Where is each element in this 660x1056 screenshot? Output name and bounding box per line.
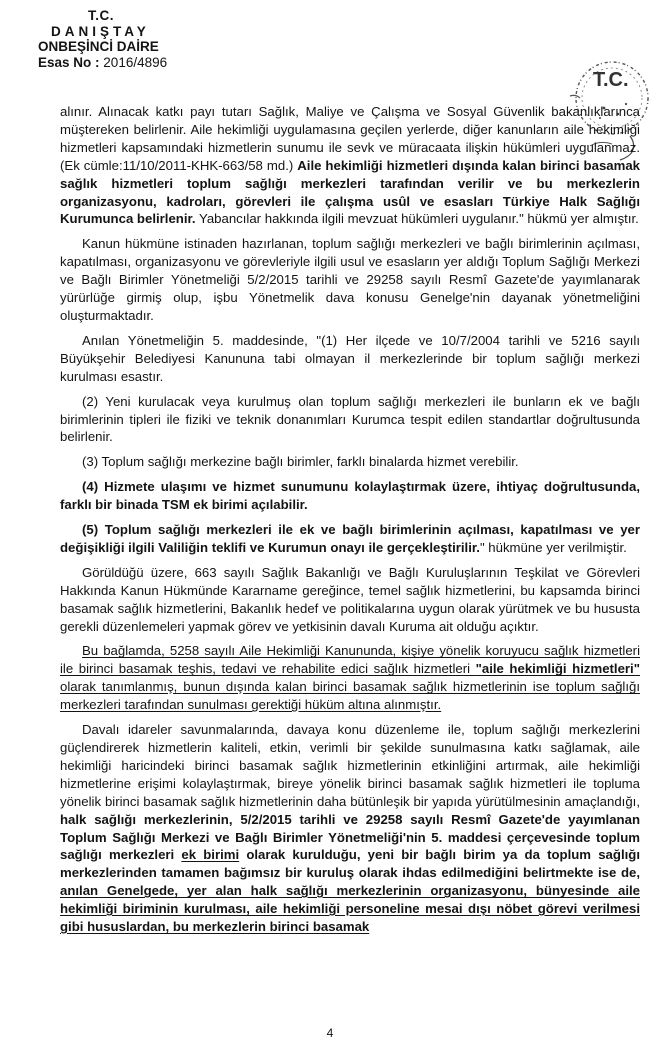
- header-case-number: [38, 55, 167, 71]
- paragraph-10-bold-underlined-a: ek birimi: [181, 847, 240, 863]
- paragraph-1-bold: Aile hekimliği hizmetleri dışında kalan birinci basamak sağlık hizmetleri toplum sağlığı merkezleri tarafından verilir ve bu merkezlerin organizasyonu, kadroları, görevleri ile çalışma usûl ve esasları Türkiye Halk Sağlığı Kurumunca belirlenir.: [60, 157, 641, 227]
- paragraph-7: [60, 521, 640, 557]
- paragraph-1-text-a: alınır. Alınacak katkı payı tutarı Sağlık, Maliye ve Çalışma ve Sosyal Güvenlik bakanlıklarınca müştereken belirlenir. Aile hekimliği uygulamasına geçilen yerlerde, diğer kanunların aile hekimliği hizmetleri kapsamındaki hizmetlerin sunumu ile sevk ve müracaata ilişkin hükümleri uygulanmaz. (Ek cümle:11/10/2011-KHK-663/58 md.): [60, 104, 640, 173]
- case-number-label: Esas No :: [38, 54, 100, 70]
- paragraph-3: Anılan Yönetmeliğin 5. maddesinde, "(1) Her ilçede ve 10/7/2004 tarihli ve 5216 sayılı Büyükşehir Belediyesi Kanununa tabi olmayan il merkezlerinde bir toplum sağlığı merkezi kurulması esastır.: [60, 332, 640, 384]
- paragraph-6-bold: (4) Hizmete ulaşımı ve hizmet sunumunu kolaylaştırmak üzere, ihtiyaç doğrultusunda, farklı bir binada TSM ek birimi açılabilir.: [60, 479, 640, 513]
- paragraph-9-text-b: olarak tanımlanmış, bunun dışında kalan birinci basamak sağlık hizmetlerinin ise toplum sağlığı merkezleri tarafından sunulması gerektiği hüküm altına alınmıştır.: [60, 679, 640, 713]
- case-number-value: 2016/4896: [103, 54, 168, 70]
- header-court-name: DANIŞTAY: [51, 23, 150, 39]
- page-number: 4: [326, 1026, 334, 1040]
- paragraph-10-bold-b: olarak kurulduğu, yeni bir bağlı birim ya da toplum sağlığı merkezlerinden tamamen bağımsız bir kuruluş olarak ihdas edilmediğini belirtmekte ise de,: [60, 847, 640, 881]
- paragraph-1-text-b: Yabancılar hakkında ilgili mevzuat hükümleri uygulanır." hükmü yer almıştır.: [195, 211, 639, 227]
- paragraph-8: Görüldüğü üzere, 663 sayılı Sağlık Bakanlığı ve Bağlı Kuruluşlarının Teşkilat ve Görevleri Hakkında Kanun Hükmünde Kararname gereğince, temel sağlık hizmetlerini, bu kapsamda birinci basamak sağlık hizmetlerini, Bakanlık hedef ve politikalarına uygun olarak yürütmek ve bu hususta gerekli düzenlemeleri yapmak görev ve yetkisinin davalı Kuruma ait olduğu açıktır.: [60, 564, 640, 634]
- paragraph-10-bold-a: halk sağlığı merkezlerinin, 5/2/2015 tarihli ve 29258 sayılı Resmî Gazete'de yayımlanan Toplum Sağlığı Merkezi ve Bağlı Birimler Yönetmeliği'nin 5. maddesi çerçevesinde toplum sağlığı merkezleri: [60, 811, 640, 863]
- paragraph-9: [60, 642, 640, 714]
- svg-text:T.C.: T.C.: [593, 69, 629, 91]
- paragraph-9-bold: "aile hekimliği hizmetleri": [475, 661, 640, 677]
- header-tc: T.C.: [88, 8, 115, 23]
- paragraph-4: (2) Yeni kurulacak veya kurulmuş olan toplum sağlığı merkezleri ile bunların ek ve bağlı birimlerinin tipleri ile fiziki ve teknik donanımları Kurumca tespit edilen standartlar doğrultusunda belirlenir.: [60, 393, 640, 445]
- paragraph-2: Kanun hükmüne istinaden hazırlanan, toplum sağlığı merkezleri ve bağlı birimlerinin açılması, kapatılması, organizasyonu ve görevleriyle ilgili usul ve esasların yer aldığı Toplum Sağlığı Merkezi ve Bağlı Birimler Yönetmeliği 5/2/2015 tarihli ve 29258 sayılı Resmî Gazete'de yayımlanarak yürürlüğe girmiş olup, işbu Yönetmelik dava konusu Genelge'nin dayanak yönetmeliğini oluşturmaktadır.: [60, 236, 640, 323]
- paragraph-7-bold: (5) Toplum sağlığı merkezleri ile ek ve bağlı birimlerinin açılması, kapatılması ve yer değişikliği ilgili Valiliğin teklifi ve Kurumun onayı ile gerçekleştirilir.: [60, 522, 640, 555]
- paragraph-7-text: " hükmüne yer verilmiştir.: [479, 539, 627, 555]
- paragraph-10: [60, 721, 640, 936]
- paragraph-10-bold-underlined-b: anılan Genelgede, yer alan halk sağlığı merkezlerinin organizasyonu, bünyesinde aile hekimliği biriminin kurulması, aile hekimliği personeline mesai dışı nöbet görevi verilmesi gibi hususlardan, bu merkezlerin birinci basamak: [60, 883, 640, 935]
- document-header: [38, 8, 167, 70]
- paragraph-9-text-a: Bu bağlamda, 5258 sayılı Aile Hekimliği Kanununda, kişiye yönelik koruyucu sağlık hizmetleri ile birinci basamak teşhis, tedavi ve rehabilite edici sağlık hizmetleri: [60, 643, 640, 677]
- paragraph-5: (3) Toplum sağlığı merkezine bağlı birimler, farklı binalarda hizmet verebilir.: [82, 454, 519, 470]
- header-chamber: ONBEŞİNCİ DAİRE: [38, 39, 159, 54]
- document-body: [60, 103, 640, 936]
- paragraph-1: [60, 103, 640, 228]
- paragraph-10-text: Davalı idareler savunmalarında, davaya konu düzenleme ile, toplum sağlığı merkezlerini güçlendirerek hizmetlerin kaliteli, etkin, verimli bir şekilde sunulmasına katkı sağlamak, aile hekimliği haricindeki birinci basamak sağlık hizmetlerinin etkinliğini artırmak, aile hekimliği hizmetlerine erişimi kolaylaştırmak, bireye yönelik birinci basamak sağlık hizmetleri ile topluma yönelik birinci basamak sağlık hizmetlerinin daha bütünleşik bir yapıda yürütülmesinin amaçlandığı,: [60, 722, 640, 809]
- paragraph-6: [60, 478, 640, 514]
